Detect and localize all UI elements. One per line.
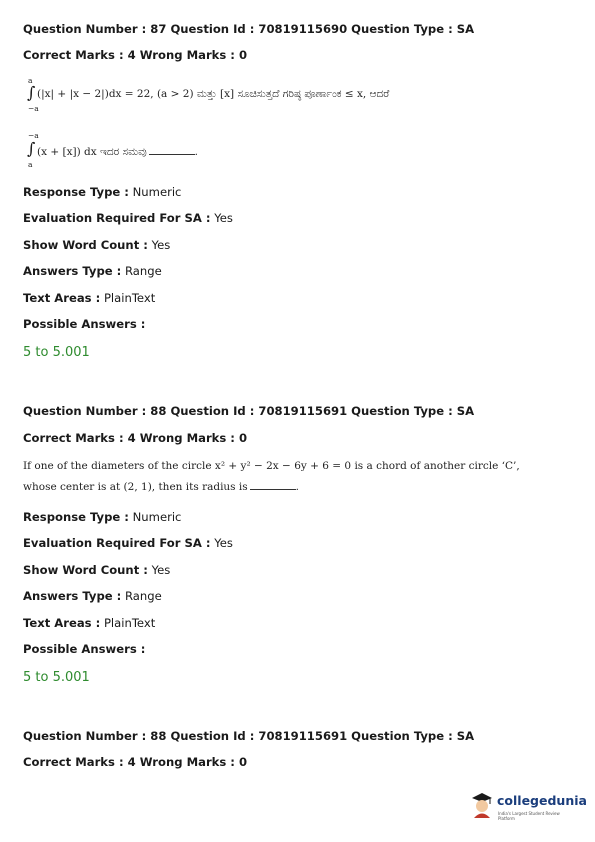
field-value: Range [124, 264, 162, 278]
response-type [23, 185, 181, 199]
marks-info: Correct Marks : 4 Wrong Marks : 0 [23, 755, 248, 769]
text-areas [23, 291, 155, 305]
question-text-line: If one of the diameters of the circle x² + y² − 2x − 6y + 6 = 0 is a chord of another circle ‘C’, [23, 460, 520, 472]
evaluation-required [23, 536, 233, 550]
response-type [23, 510, 181, 524]
marks-info: Correct Marks : 4 Wrong Marks : 0 [23, 431, 248, 445]
answer-blank [149, 145, 195, 155]
integral-lower-limit: a [28, 160, 33, 169]
field-value: Yes [151, 238, 171, 252]
possible-answers-label: Possible Answers : [23, 317, 146, 331]
question-text-line: (x + [x]) dx ಇದರ ಸಮವು . [37, 146, 198, 158]
field-value: PlainText [103, 291, 156, 305]
show-word-count [23, 238, 170, 252]
graduate-mascot-icon [470, 791, 494, 819]
text-areas [23, 616, 155, 630]
field-value: Yes [214, 536, 233, 550]
question-text-line: whose center is at (2, 1), then its radius is . [23, 481, 300, 493]
show-word-count [23, 563, 170, 577]
integral-upper-limit: a [28, 76, 33, 85]
field-label: Evaluation Required For SA : [23, 211, 211, 225]
field-label: Response Type : [23, 510, 129, 524]
evaluation-required [23, 211, 233, 225]
field-value: Numeric [132, 510, 182, 524]
field-label: Show Word Count : [23, 238, 148, 252]
answer-blank [250, 480, 296, 490]
field-label: Show Word Count : [23, 563, 148, 577]
integral-sign-icon: ∫ [27, 139, 36, 158]
logo-tagline: India's Largest Student Review Platform [498, 811, 560, 821]
answers-type [23, 589, 162, 603]
integral-sign-icon: ∫ [27, 83, 36, 102]
integral-upper-limit: −a [28, 131, 39, 140]
question-header: Question Number : 87 Question Id : 70819115690 Question Type : SA [23, 22, 475, 36]
possible-answers-label: Possible Answers : [23, 642, 146, 656]
field-label: Response Type : [23, 185, 129, 199]
possible-answer-value: 5 to 5.001 [23, 670, 90, 685]
field-label: Answers Type : [23, 589, 122, 603]
possible-answer-value: 5 to 5.001 [23, 345, 90, 360]
question-text: whose center is at (2, 1), then its radius is [23, 481, 248, 493]
collegedunia-logo [470, 787, 587, 827]
field-label: Text Areas : [23, 291, 101, 305]
question-text-line: (|x| + |x − 2|)dx = 22, (a > 2) ಮತ್ತು [x] ಸೂಚಿಸುತ್ತದೆ ಗರಿಷ್ಠ ಪೂರ್ಣಾಂಕ ≤ x, ಆದರೆ [37, 88, 390, 100]
answers-type [23, 264, 162, 278]
integral-lower-limit: −a [28, 104, 39, 113]
field-label: Text Areas : [23, 616, 101, 630]
field-value: Yes [151, 563, 171, 577]
field-label: Answers Type : [23, 264, 122, 278]
logo-wordmark: collegedunia [497, 793, 587, 808]
field-value: PlainText [103, 616, 156, 630]
question-header: Question Number : 88 Question Id : 70819115691 Question Type : SA [23, 404, 475, 418]
question-text: (x + [x]) dx ಇದರ ಸಮವು [37, 146, 147, 158]
field-value: Range [124, 589, 162, 603]
question-header: Question Number : 88 Question Id : 70819115691 Question Type : SA [23, 729, 475, 743]
field-label: Evaluation Required For SA : [23, 536, 211, 550]
marks-info: Correct Marks : 4 Wrong Marks : 0 [23, 48, 248, 62]
field-value: Numeric [132, 185, 182, 199]
field-value: Yes [214, 211, 233, 225]
